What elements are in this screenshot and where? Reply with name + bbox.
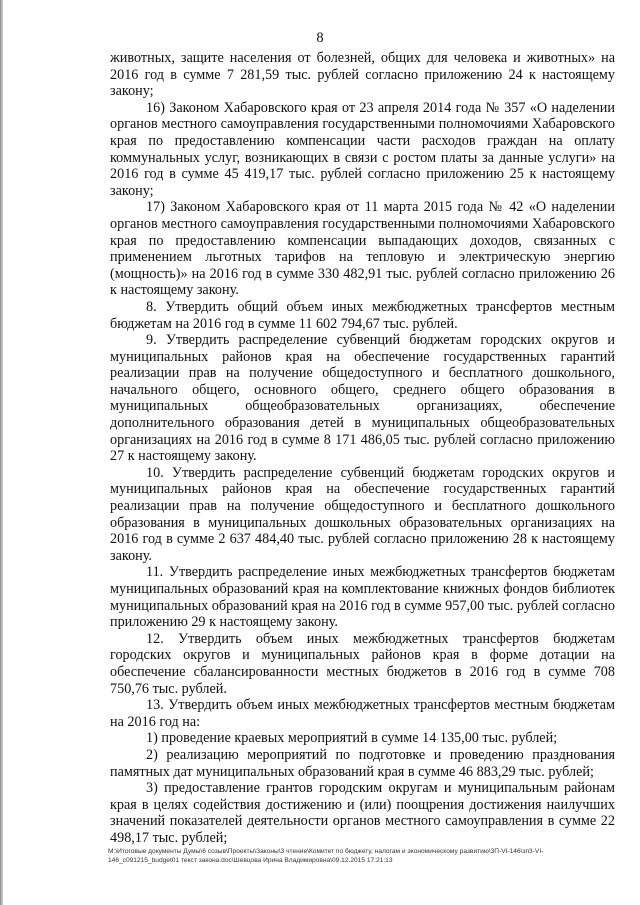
paragraph-clause-13: 13. Утвердить объем иных межбюджетных трансфертов местным бюджетам на 2016 год на: (110, 697, 615, 730)
paragraph-clause-9: 9. Утвердить распределение субвенций бюджетам городских округов и муниципальных районов края на обеспечение государственных гарантий реализации прав на получение общедоступного и бесплатного дошкольного, начального общего, основного общего, среднего общего образования в муниципальных общеобразовательных организациях, обеспечение дополнительного образования детей в муниципальных общеобразовательных организациях на 2016 год в сумме 8 171 486,05 тыс. рублей согласно приложению 27 к настоящему закону. (110, 332, 615, 465)
document-body (110, 50, 615, 847)
paragraph-clause-10: 10. Утвердить распределение субвенций бюджетам городских округов и муниципальных районов края на обеспечение государственных гарантий реализации прав на получение общедоступного и бесплатного дошкольного образования в муниципальных дошкольных образовательных организациях на 2016 год в сумме 2 637 484,40 тыс. рублей согласно приложению 28 к настоящему закону. (110, 464, 615, 564)
paragraph-clause-8: 8. Утвердить общий объем иных межбюджетных трансфертов местным бюджетам на 2016 год в сумме 11 602 794,67 тыс. рублей. (110, 298, 615, 332)
paragraph-item-17: 17) Законом Хабаровского края от 11 марта 2015 года № 42 «О наделении органов местного самоуправления государственными полномочиями Хабаровского края по предоставлению компенсации выпадающих доходов, связанных с применением льготных тарифов на тепловую и электрическую энергию (мощность)» на 2016 год в сумме 330 482,91 тыс. рублей согласно приложению 26 к настоящему закону. (110, 199, 615, 299)
file-path-footer (108, 847, 618, 865)
footer-line-2: 146_с091215_budget01 текст закона.doc\Шевцова Ирина Владимировна\09.12.2015 17:21:13 (108, 857, 393, 864)
footer-line-1: M:\Итоговые документы Думы\6 созыв\Проекты\Законы\3 чтение\Комитет по бюджету, налогам и экономическому развитию\3П-VI-146\зп3-VI- (108, 848, 544, 855)
scan-binding-edge (0, 0, 3, 905)
paragraph-continuation: животных, защите населения от болезней, общих для человека и животных» на 2016 год в сумме 7 281,59 тыс. рублей согласно приложению 24 к настоящему закону; (110, 50, 615, 100)
page-number: 8 (316, 30, 324, 46)
paragraph-item-16: 16) Законом Хабаровского края от 23 апреля 2014 года № 357 «О наделении органов местного самоуправления государственными полномочиями Хабаровского края по предоставлению компенсации части расходов граждан на оплату коммунальных услуг, возникающих в связи с ростом платы за данные услуги» на 2016 год в сумме 45 419,17 тыс. рублей согласно приложению 25 к настоящему закону; (110, 99, 615, 199)
paragraph-subitem-1: 1) проведение краевых мероприятий в сумме 14 135,00 тыс. рублей; (146, 730, 558, 747)
paragraph-clause-12: 12. Утвердить объем иных межбюджетных трансфертов бюджетам городских округов и муниципальных районов края в форме дотации на обеспечение сбалансированности местных бюджетов в 2016 год в сумме 708 750,76 тыс. рублей. (110, 630, 615, 697)
paragraph-clause-11: 11. Утвердить распределение иных межбюджетных трансфертов бюджетам муниципальных образований края на комплектование книжных фондов библиотек муниципальных образований края на 2016 год в сумме 957,00 тыс. рублей согласно приложению 29 к настоящему закону. (110, 564, 615, 631)
paragraph-subitem-3: 3) предоставление грантов городским округам и муниципальным районам края в целях содействия достижению и (или) поощрения достижения наилучших значений показателей деятельности органов местного самоуправления в сумме 22 498,17 тыс. рублей; (110, 780, 615, 846)
paragraph-subitem-2: 2) реализацию мероприятий по подготовке и проведению празднования памятных дат муниципальных образований края в сумме 46 883,29 тыс. рублей; (110, 746, 615, 780)
